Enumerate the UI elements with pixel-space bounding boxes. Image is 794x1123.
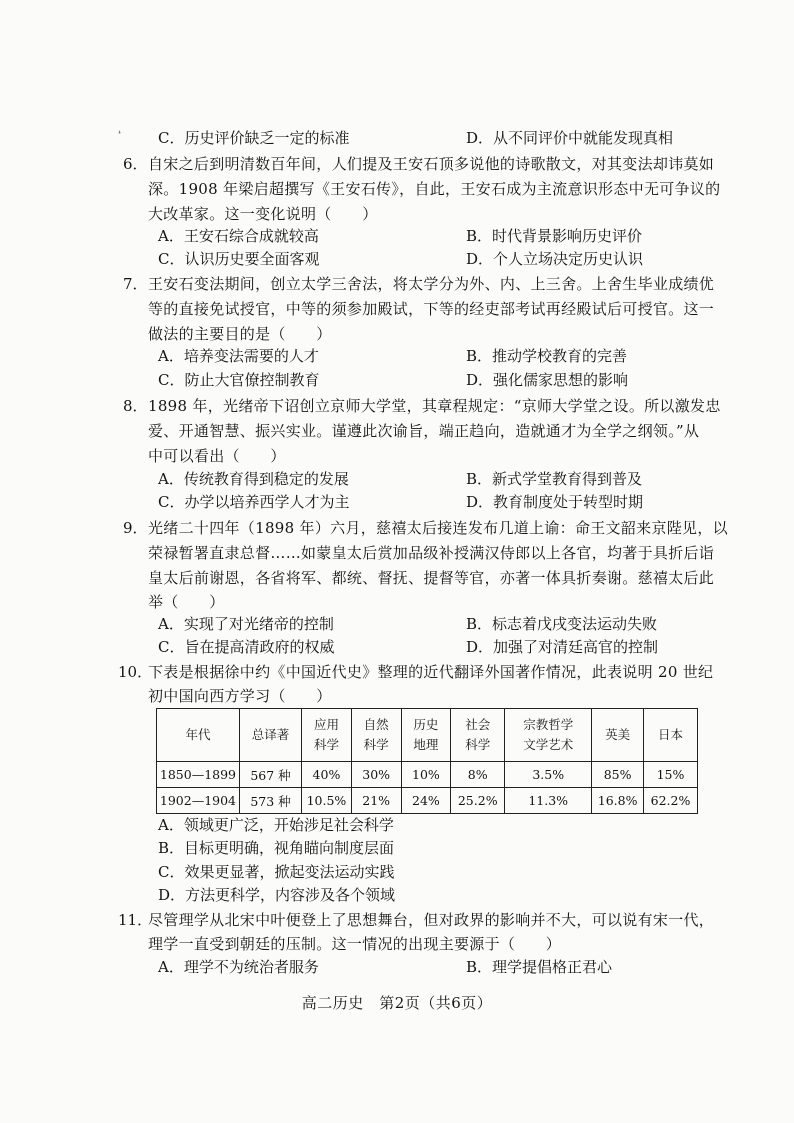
q8-stem-line3: 中可以看出（ ） [148, 447, 286, 465]
q8-number: 8． [123, 397, 148, 415]
table-header-cell: 历史 地理 [401, 709, 451, 762]
q6-stem-line2: 深。1908 年梁启超撰写《王安石传》，自此，王安石成为主流意识形态中无可争议的 [148, 180, 721, 198]
q7-number: 7． [123, 275, 148, 293]
table-cell: 21% [351, 788, 401, 814]
q10-stem-line2: 初中国向西方学习（ ） [148, 687, 332, 705]
q5-option-c: C．历史评价缺乏一定的标准 [158, 129, 350, 147]
q9-option-a: A．实现了对光绪帝的控制 [158, 615, 334, 633]
table-cell: 85% [592, 762, 644, 788]
q10-option-a: A．领域更广泛，开始涉足社会科学 [158, 816, 394, 834]
table-cell: 25.2% [451, 788, 505, 814]
q7-stem-line1: 王安石变法期间，创立太学三舍法，将太学分为外、内、上三舍。上舍生毕业成绩优 [148, 275, 715, 293]
table-cell: 10% [401, 762, 451, 788]
q7-option-b: B．推动学校教育的完善 [466, 347, 628, 365]
q9-stem-line4: 举（ ） [148, 593, 225, 611]
table-cell: 24% [401, 788, 451, 814]
q8-option-a: A．传统教育得到稳定的发展 [158, 470, 349, 488]
table-cell: 567 种 [239, 762, 301, 788]
q6-option-b: B．时代背景影响历史评价 [466, 227, 643, 245]
table-header-cell: 自然 科学 [351, 709, 401, 762]
q8-option-b: B．新式学堂教育得到普及 [466, 470, 643, 488]
q8-option-c: C．办学以培养西学人才为主 [158, 493, 350, 511]
q11-option-b: B．理学提倡格正君心 [466, 958, 613, 976]
table-cell: 1850—1899 [157, 762, 240, 788]
q6-option-c: C．认识历史要全面客观 [158, 250, 320, 268]
q10-number: 10． [118, 663, 153, 681]
table-header-cell: 英美 [592, 709, 644, 762]
q10-option-b: B．目标更明确，视角瞄向制度层面 [158, 839, 395, 857]
q9-option-c: C．旨在提高清政府的权威 [158, 638, 335, 656]
q7-option-a: A．培养变法需要的人才 [158, 347, 319, 365]
table-cell: 8% [451, 762, 505, 788]
table-header-cell: 年代 [157, 709, 240, 762]
table-row [157, 788, 698, 814]
q7-stem-line3: 做法的主要目的是（ ） [148, 325, 332, 343]
q6-option-a: A．王安石综合成就较高 [158, 227, 319, 245]
q10-stem-line1: 下表是根据徐中约《中国近代史》整理的近代翻译外国著作情况，此表说明 20 世纪 [148, 663, 714, 681]
q8-stem-line2: 爱、开通智慧、振兴实业。谨遵此次谕旨，端正趋向，造就通才为全学之纲领。”从 [148, 422, 700, 440]
q10-option-c: C．效果更显著，掀起变法运动实践 [158, 863, 395, 881]
q11-stem-line2: 理学一直受到朝廷的压制。这一情况的出现主要源于（ ） [148, 935, 562, 953]
table-header-cell: 日本 [644, 709, 698, 762]
q9-stem-line1: 光绪二十四年（1898 年）六月，慈禧太后接连发布几道上谕：命王文韶来京陛见，以 [148, 519, 728, 537]
q7-option-d: D．强化儒家思想的影响 [466, 371, 629, 389]
q9-stem-line2: 荣禄暂署直隶总督……如蒙皇太后赏加品级补授满汉侍郎以上各官，均著于具折后诣 [148, 544, 715, 562]
table-cell: 10.5% [302, 788, 352, 814]
table-cell: 16.8% [592, 788, 644, 814]
q11-number: 11． [118, 911, 153, 929]
q9-number: 9． [123, 519, 148, 537]
q7-option-c: C．防止大官僚控制教育 [158, 371, 320, 389]
q11-option-a: A．理学不为统治者服务 [158, 958, 319, 976]
table-cell: 11.3% [505, 788, 592, 814]
q6-number: 6． [123, 155, 148, 173]
table-header-cell: 社会 科学 [451, 709, 505, 762]
q6-stem-line3: 大改革家。这一变化说明（ ） [148, 205, 378, 223]
table-header-cell: 总译著 [239, 709, 301, 762]
table-header-cell: 应用 科学 [302, 709, 352, 762]
q5-option-d: D．从不同评价中就能发现真相 [466, 129, 674, 147]
table-row [157, 762, 698, 788]
q8-stem-line1: 1898 年，光绪帝下诏创立京师大学堂，其章程规定：“京师大学堂之设。所以激发忠 [148, 397, 721, 415]
page-footer: 高二历史 第2页（共6页） [301, 994, 493, 1012]
table-header-row [157, 709, 698, 762]
table-cell: 40% [302, 762, 352, 788]
q8-option-d: D．教育制度处于转型时期 [466, 493, 644, 511]
table-cell: 1902—1904 [157, 788, 240, 814]
translation-stats-table [156, 708, 698, 814]
table-cell: 3.5% [505, 762, 592, 788]
q9-option-d: D．加强了对清廷高官的控制 [466, 638, 659, 656]
q6-stem-line1: 自宋之后到明清数百年间，人们提及王安石顶多说他的诗歌散文，对其变法却讳莫如 [148, 155, 715, 173]
q10-option-d: D．方法更科学，内容涉及各个领域 [158, 886, 396, 904]
table-header-cell: 宗教哲学 文学艺术 [505, 709, 592, 762]
table-cell: 30% [351, 762, 401, 788]
q9-stem-line3: 皇太后前谢恩，各省将军、都统、督抚、提督等官，亦著一体具折奏谢。慈禧太后此 [148, 569, 715, 587]
q6-option-d: D．个人立场决定历史认识 [466, 250, 644, 268]
table-cell: 62.2% [644, 788, 698, 814]
table-cell: 573 种 [239, 788, 301, 814]
scan-mark-icon: ❛ [118, 130, 121, 140]
q9-option-b: B．标志着戊戌变法运动失败 [466, 615, 658, 633]
table-cell: 15% [644, 762, 698, 788]
q11-stem-line1: 尽管理学从北宋中叶便登上了思想舞台，但对政界的影响并不大，可以说有宋一代， [148, 911, 715, 929]
q7-stem-line2: 等的直接免试授官，中等的须参加殿试，下等的经吏部考试再经殿试后可授官。这一 [148, 300, 715, 318]
